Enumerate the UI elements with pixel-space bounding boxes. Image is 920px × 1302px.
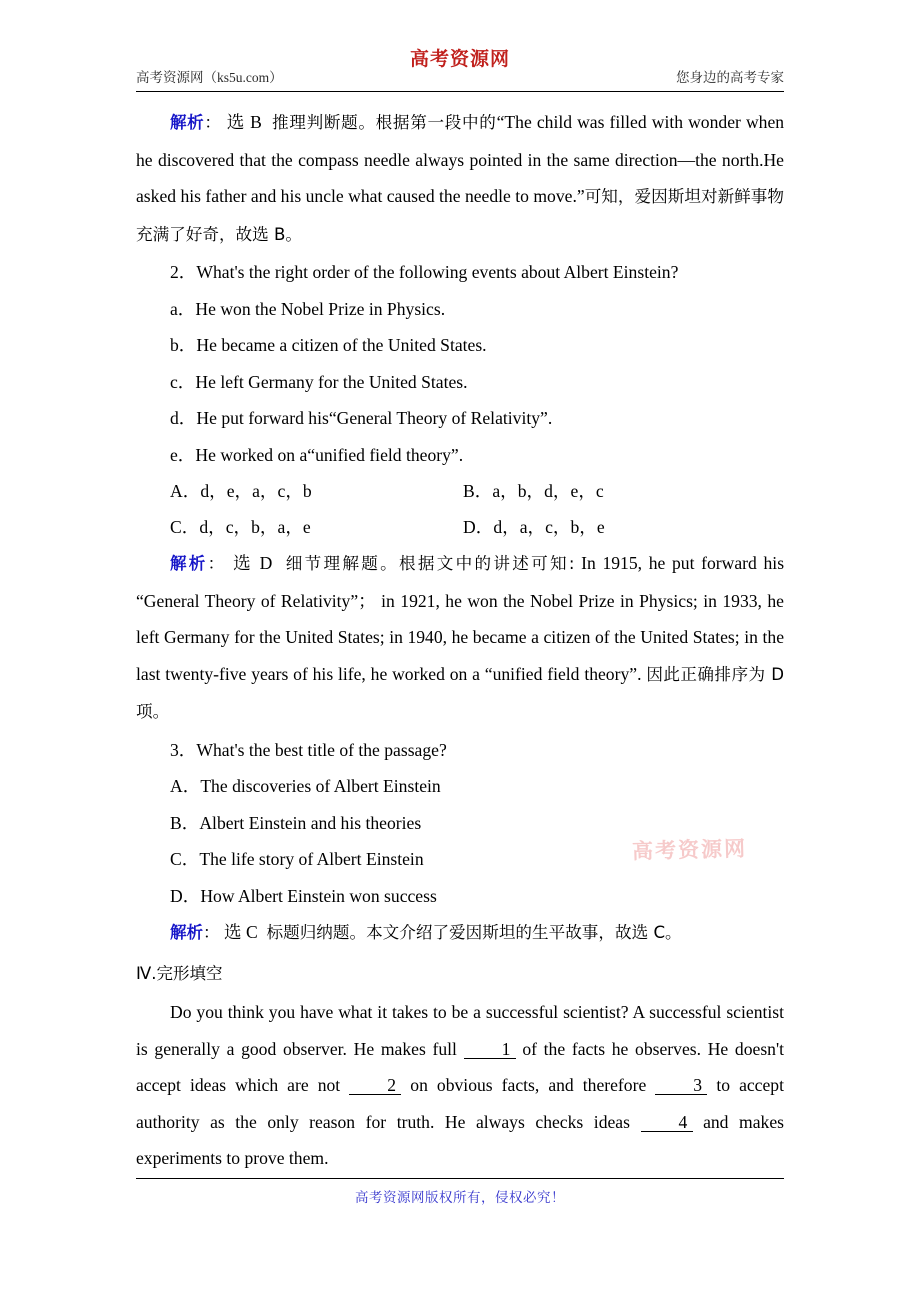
site-logo-watermark: 高考资源网 (409, 48, 511, 70)
question-3-choice-B[interactable] (136, 805, 784, 842)
cloze-part-3: on obvious facts, and therefore (410, 1075, 647, 1095)
question-2-choice-row-2 (136, 509, 784, 545)
cloze-blank-3[interactable]: 3 (655, 1076, 707, 1095)
question-3-choice-A[interactable] (136, 768, 784, 805)
choice-marker: D． (463, 517, 494, 537)
question-2-event-e[interactable] (136, 437, 784, 474)
choice-marker: C． (170, 849, 200, 869)
choice-text: The life story of Albert Einstein (199, 849, 424, 869)
cloze-blank-4[interactable]: 4 (641, 1113, 693, 1132)
choice-marker: B． (170, 812, 200, 833)
analysis-block-3 (136, 914, 784, 952)
choice-text: d，a，c，b，e (493, 517, 605, 537)
choice-text: The discoveries of Albert Einstein (200, 776, 441, 796)
analysis-block-2 (136, 545, 784, 731)
analysis-colon: ： (203, 923, 220, 942)
analysis-label: 解析 (170, 113, 205, 132)
choice-text: How Albert Einstein won success (200, 885, 437, 906)
choice-text: d，e，a，c，b (200, 481, 312, 501)
event-text: He became a citizen of the United States. (196, 335, 487, 355)
question-2-choice-B[interactable] (463, 473, 604, 510)
event-marker: c． (170, 371, 196, 392)
event-text: He left Germany for the United States. (195, 371, 468, 392)
document-body (136, 104, 784, 1178)
event-text: He won the Nobel Prize in Physics. (195, 298, 446, 319)
analysis-conclusion: 因此正确排序为 D 项。 (136, 664, 784, 721)
question-2-text: What's the right order of the following events about Albert Einstein? (196, 262, 679, 282)
question-3-stem (136, 732, 784, 769)
cloze-part-1: Do you think you have what it takes to be a successful scientist? A successful scientist is generally a good observer. He makes full (136, 1002, 784, 1059)
analysis-type: 推理判断题。根据第一段中的 (272, 113, 497, 132)
question-2-choice-C[interactable] (170, 509, 311, 546)
header-site-name: 高考资源网（ks5u.com） (136, 70, 283, 85)
analysis-choice: 选 D (233, 553, 273, 573)
event-text: He put forward his“General Theory of Relativity”. (196, 408, 553, 428)
question-2-stem (136, 254, 784, 291)
footer-copyright: 高考资源网版权所有，侵权必究！ (355, 1190, 565, 1206)
analysis-label: 解析 (170, 923, 203, 942)
question-2-choice-row-1 (136, 473, 784, 509)
question-2-number: 2． (170, 262, 197, 282)
analysis-type: 细节理解题。根据文中的讲述可知: (285, 554, 575, 573)
analysis-colon: ： (204, 113, 222, 132)
question-3-number: 3． (170, 739, 197, 760)
footer-divider (136, 1178, 784, 1179)
question-2-event-a[interactable] (136, 291, 784, 328)
analysis-colon: ： (207, 554, 227, 573)
page-watermark: 高考资源网 (631, 836, 748, 864)
cloze-part-4: to accept authority as the only reason for truth. He always checks ideas (136, 1075, 784, 1132)
analysis-quote: “The child was filled with wonder when he discovered that the compass needle always pointed in the same direction—the north.He asked his father and his uncle what caused the needle to move.” (136, 112, 785, 206)
choice-marker: C． (170, 517, 200, 537)
analysis-choice: 选 C (224, 922, 258, 942)
section-4-heading: Ⅳ.完形填空 (136, 963, 223, 983)
event-marker: e． (170, 444, 196, 465)
event-marker: d． (170, 408, 197, 428)
choice-text: a，b，d，e，c (492, 481, 604, 501)
question-3-text: What's the best title of the passage? (196, 739, 447, 760)
page-header (136, 48, 784, 92)
analysis-block-1 (136, 104, 784, 253)
header-divider (136, 91, 784, 92)
cloze-part-2: of the facts he observes. He doesn't accept ideas which are not (136, 1038, 785, 1095)
header-tagline: 您身边的高考专家 (676, 70, 784, 85)
choice-text: Albert Einstein and his theories (199, 812, 422, 833)
question-2-choice-D[interactable] (463, 509, 605, 546)
event-marker: a． (170, 298, 196, 319)
cloze-passage (136, 994, 784, 1177)
choice-marker: B． (463, 481, 493, 501)
analysis-type: 标题归纳题。本文介绍了爱因斯坦的生平故事，故选 C。 (266, 923, 682, 942)
choice-marker: D． (170, 885, 201, 906)
question-2-event-c[interactable] (136, 364, 784, 401)
question-2-choice-A[interactable] (170, 473, 312, 510)
analysis-choice: 选 B (226, 112, 262, 132)
question-3-choice-C[interactable] (136, 841, 784, 878)
analysis-conclusion: 可知，爱因斯坦对新鲜事物充满了好奇，故选 B。 (136, 187, 784, 244)
cloze-blank-1[interactable]: 1 (464, 1040, 516, 1059)
analysis-body: In 1915, he put forward his “General Theory of Relativity”； in 1921, he won the Nobel Prize in Physics; in 1933, he left Germany for the United States; in 1940, he became a citizen of the United States; in the last twenty-five years of his life, he worked on a “unified field theory”. (136, 553, 785, 684)
event-marker: b． (170, 335, 197, 355)
choice-marker: A． (170, 481, 201, 501)
analysis-label: 解析 (170, 554, 208, 573)
cloze-blank-2[interactable]: 2 (349, 1076, 401, 1095)
question-2-event-b[interactable] (136, 327, 784, 364)
question-3-choice-D[interactable] (136, 878, 784, 915)
event-text: He worked on a“unified field theory”. (195, 444, 464, 465)
question-2-event-d[interactable] (136, 400, 784, 437)
choice-marker: A． (170, 776, 201, 796)
cloze-part-5: and makes experiments to prove them. (136, 1111, 784, 1168)
choice-text: d，c，b，a，e (199, 517, 311, 537)
